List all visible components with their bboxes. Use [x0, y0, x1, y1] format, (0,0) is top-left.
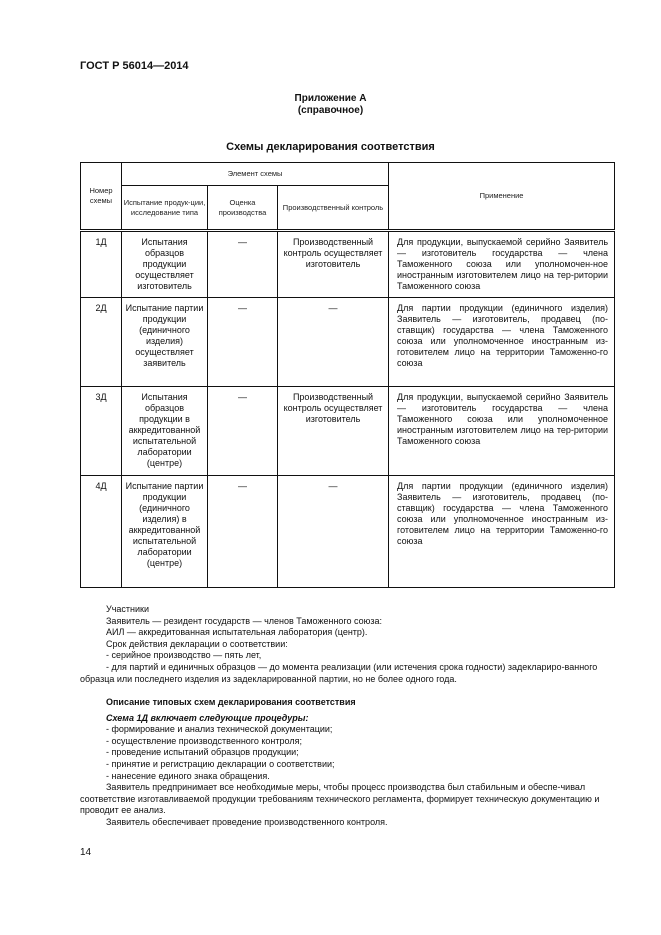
page-number: 14 [80, 847, 92, 858]
row-control: — [278, 476, 389, 588]
procedure-item: - принятие и регистрацию декларации о соответствии; [106, 758, 335, 769]
header-scheme-element: Элемент схемы [122, 163, 389, 186]
row-control: Производственный контроль осуществляет изготовитель [278, 387, 389, 476]
appendix-subtitle: (справочное) [297, 105, 364, 116]
header-testing: Испытание продук-ции, исследование типа [122, 186, 208, 231]
row-number: 3Д [81, 387, 122, 476]
declaration-schemes-table [80, 162, 615, 588]
row-application: Для продукции, выпускаемой серийно Заявитель — изготовитель государства — члена Таможенного союза или уполномоченное иностранным изготовителем лицо на тер-ритории Таможенного союза [389, 387, 615, 476]
header-scheme-number: Номер схемы [81, 163, 122, 231]
row-assessment: — [208, 476, 278, 588]
note-batches: - для партий и единичных образцов — до момента реализации (или истечения срока годности) задеклариро-ванного образца или последнего изделия из задекларированной партии, но не более одного года. [80, 661, 598, 684]
row-assessment: — [208, 387, 278, 476]
row-assessment: — [208, 231, 278, 298]
description-paragraph: Заявитель предпринимает все необходимые меры, чтобы процесс производства был стабильным и обеспе-чивал соответствие изготавливаемой продукции требованиям технического регламента, формирует техническую документацию и проводит ее анализ. [80, 782, 600, 816]
procedure-item: - проведение испытаний образцов продукции; [106, 747, 299, 758]
procedure-item: - осуществление производственного контроля; [106, 735, 302, 746]
note-serial: - серийное производство — пять лет, [106, 650, 262, 661]
row-testing: Испытание партии продукции (единичного изделия) осуществляет заявитель [122, 298, 208, 387]
row-number: 4Д [81, 476, 122, 588]
procedure-item: - формирование и анализ технической документации; [106, 724, 333, 735]
row-number: 2Д [81, 298, 122, 387]
procedure-item: - нанесение единого знака обращения. [106, 770, 270, 781]
note-ail: АИЛ — аккредитованная испытательная лаборатория (центр). [106, 627, 368, 638]
note-validity: Срок действия декларации о соответствии: [106, 638, 288, 649]
header-assessment: Оценка производства [208, 186, 278, 231]
row-application: Для партии продукции (единичного изделия) Заявитель — изготовитель, продавец (по-ставщик) государства — члена Таможенного союза или уполномоченное иностранным из-готовителем лицо на территории Таможенно-го союза [389, 476, 615, 588]
row-testing: Испытание партии продукции (единичного изделия) в аккредитованной испытательной лаборатории (центре) [122, 476, 208, 588]
row-testing: Испытания образцов продукции в аккредитованной испытательной лаборатории (центре) [122, 387, 208, 476]
note-applicant: Заявитель — резидент государств — членов Таможенного союза: [106, 615, 383, 626]
row-assessment: — [208, 298, 278, 387]
scheme-1d-title: Схема 1Д включает следующие процедуры: [106, 712, 309, 723]
row-control: Производственный контроль осуществляет изготовитель [278, 231, 389, 298]
table-row [81, 298, 615, 387]
row-application: Для продукции, выпускаемой серийно Заявитель — изготовитель государства — члена Таможенного союза или уполномочен-ное иностранным изготовителем лицо на тер-ритории Таможенного союза [389, 231, 615, 298]
row-number: 1Д [81, 231, 122, 298]
header-application: Применение [389, 163, 615, 231]
appendix-title: Приложение А [294, 93, 367, 104]
table-row [81, 231, 615, 298]
row-application: Для партии продукции (единичного изделия) Заявитель — изготовитель, продавец (по-ставщик) государства — члена Таможенного союза или уполномоченное иностранным из-готовителем лицо на территории Таможенно-го союза [389, 298, 615, 387]
table-header-row [81, 163, 615, 186]
description-heading: Описание типовых схем декларирования соответствия [106, 697, 356, 707]
table-notes [80, 604, 616, 685]
table-row [81, 476, 615, 588]
scheme-description [80, 697, 616, 829]
row-testing: Испытания образцов продукции осуществляет изготовитель [122, 231, 208, 298]
header-control: Производственный контроль [278, 186, 389, 231]
table-row [81, 387, 615, 476]
description-paragraph: Заявитель обеспечивает проведение производственного контроля. [106, 816, 388, 827]
row-control: — [278, 298, 389, 387]
section-title: Схемы декларирования соответствия [226, 141, 435, 153]
note-participants: Участники [106, 604, 149, 614]
standard-number: ГОСТ Р 56014—2014 [80, 60, 189, 72]
